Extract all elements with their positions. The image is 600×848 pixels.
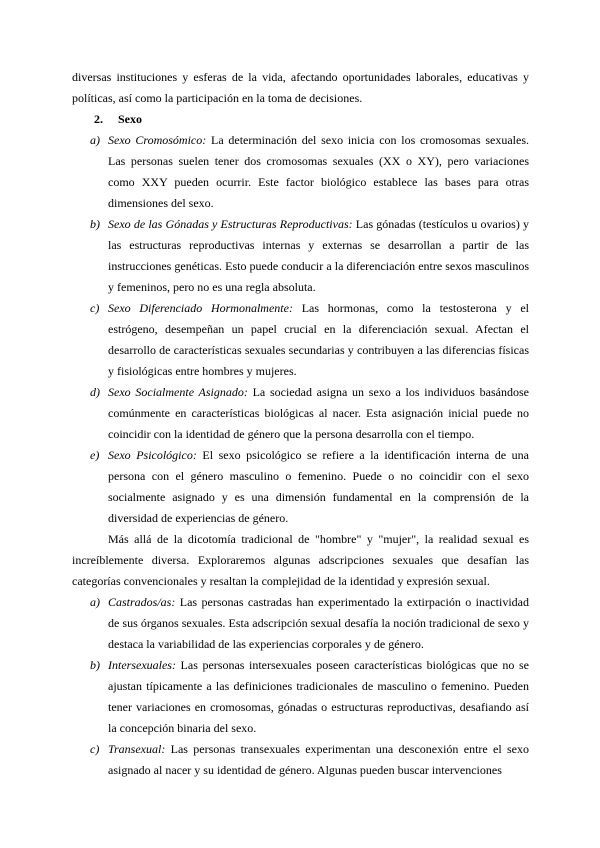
item-term: Sexo Cromosómico: — [108, 133, 207, 147]
item-term: Sexo Socialmente Asignado: — [108, 385, 248, 399]
section-title: Sexo — [118, 112, 142, 126]
section-number: 2. — [94, 112, 103, 126]
item-letter: b) — [90, 217, 100, 231]
item-letter: c) — [90, 301, 100, 315]
item-letter: e) — [90, 448, 100, 462]
item-term: Transexual: — [108, 742, 166, 756]
section-heading — [72, 109, 529, 130]
item-letter: d) — [90, 385, 100, 399]
item-term: Sexo Psicológico: — [108, 448, 197, 462]
item-text: Las personas castradas han experimentado la extirpación o inactividad de sus órganos sexuales. Esta adscripción sexual desafía la noción tradicional de sexo y destaca la variabilidad de las experiencias corporales y de género. — [108, 595, 529, 651]
item-text: El sexo psicológico se refiere a la identificación interna de una persona con el género masculino o femenino. Puede o no coincidir con el sexo socialmente asignado y es una dimensión fundamental en la comprensión de la diversidad de experiencias de género. — [108, 448, 529, 525]
list-item — [72, 592, 529, 655]
transition-paragraph: Más allá de la dicotomía tradicional de "hombre" y "mujer", la realidad sexual es increíblemente diversa. Exploraremos algunas adscripciones sexuales que desafían las categorías convencionales y resaltan la complejidad de la identidad y expresión sexual. — [72, 532, 529, 588]
intro-fragment: diversas instituciones y esferas de la vida, afectando oportunidades laborales, educativas y políticas, así como la participación en la toma de decisiones. — [72, 70, 529, 105]
item-term: Intersexuales: — [108, 658, 176, 672]
item-term: Sexo Diferenciado Hormonalmente: — [108, 301, 293, 315]
item-term: Castrados/as: — [108, 595, 176, 609]
item-letter: b) — [90, 658, 100, 672]
item-text: Las personas transexuales experimentan una desconexión entre el sexo asignado al nacer y su identidad de género. Algunas pueden buscar intervenciones — [108, 742, 529, 777]
item-text: Las gónadas (testículos u ovarios) y las estructuras reproductivas internas y externas se desarrollan a partir de las instrucciones genéticas. Esto puede conducir a la diferenciación entre sexos masculinos y femeninos, pero no es una regla absoluta. — [108, 217, 529, 294]
list-item — [72, 445, 529, 529]
list-item — [72, 298, 529, 382]
list-item — [72, 214, 529, 298]
list-item — [72, 382, 529, 445]
list-item — [72, 655, 529, 739]
item-text: La determinación del sexo inicia con los cromosomas sexuales. Las personas suelen tener dos cromosomas sexuales (XX o XY), pero variaciones como XXY pueden ocurrir. Este factor biológico establece las bases para otras dimensiones del sexo. — [108, 133, 529, 210]
sexual-ascriptions-list — [72, 592, 529, 781]
page-content — [72, 67, 529, 781]
item-text: Las personas intersexuales poseen características biológicas que no se ajustan típicamente a las definiciones tradicionales de masculino o femenino. Pueden tener variaciones en cromosomas, gónadas o estructuras reproductivas, desafiando así la concepción binaria del sexo. — [108, 658, 529, 735]
list-item — [72, 130, 529, 214]
list-item — [72, 739, 529, 781]
item-term: Sexo de las Gónadas y Estructuras Reproductivas: — [108, 217, 353, 231]
item-letter: c) — [90, 742, 100, 756]
sex-dimensions-list — [72, 130, 529, 529]
item-text: La sociedad asigna un sexo a los individuos basándose comúnmente en características biológicas al nacer. Esta asignación inicial puede no coincidir con la identidad de género que la persona desarrolla con el tiempo. — [108, 385, 529, 441]
item-text: Las hormonas, como la testosterona y el estrógeno, desempeñan un papel crucial en la diferenciación sexual. Afectan el desarrollo de características sexuales secundarias y contribuyen a las diferencias físicas y fisiológicas entre hombres y mujeres. — [108, 301, 529, 378]
item-letter: a) — [90, 133, 100, 147]
item-letter: a) — [90, 595, 100, 609]
